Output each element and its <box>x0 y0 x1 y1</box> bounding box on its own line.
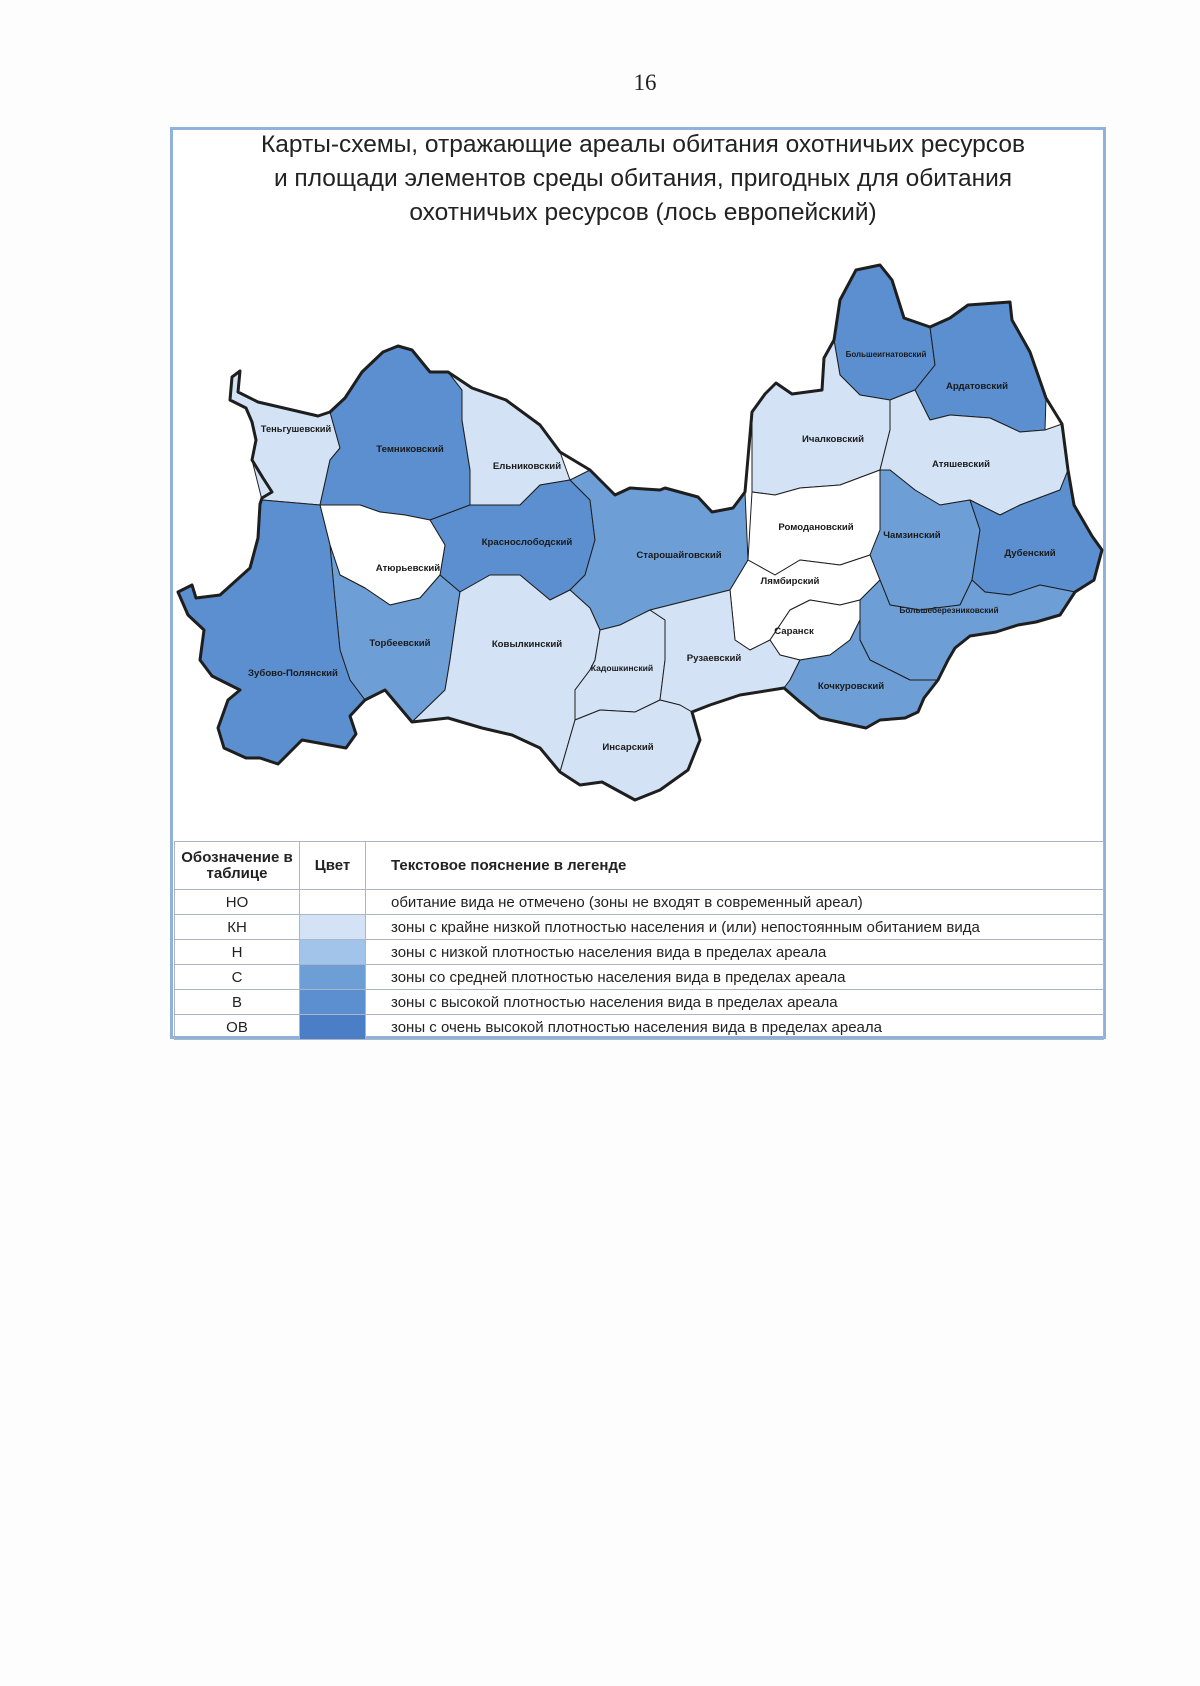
legend-code: В <box>175 990 300 1015</box>
map-title-line: охотничьих ресурсов (лось европейский) <box>409 199 877 226</box>
district-label: Торбеевский <box>369 638 431 649</box>
legend-code: НО <box>175 890 300 915</box>
district-label: Теньгушевский <box>260 424 332 434</box>
legend-color-cell <box>300 915 366 940</box>
page-number: 16 <box>633 70 657 95</box>
district-label: Кадошкинский <box>590 663 654 673</box>
legend-color-cell <box>300 890 366 915</box>
legend-table <box>174 841 1104 1040</box>
district-area <box>230 371 340 505</box>
legend-row <box>175 940 1104 965</box>
district-label: Атяшевский <box>931 459 991 470</box>
legend-swatch <box>300 1015 365 1039</box>
district-label: Ардатовский <box>946 381 1008 392</box>
legend-swatch <box>300 965 365 989</box>
legend-text: зоны с высокой плотностью населения вида в пределах ареала <box>366 990 1104 1015</box>
district-label: Ельниковский <box>492 461 562 472</box>
legend-row <box>175 890 1104 915</box>
district-label: Ромодановский <box>778 522 854 533</box>
legend-header-row <box>175 842 1104 890</box>
legend-text: зоны с крайне низкой плотностью населения и (или) непостоянным обитанием вида <box>366 915 1104 940</box>
district-label: Рузаевский <box>686 653 742 664</box>
legend-row <box>175 965 1104 990</box>
legend-row <box>175 1015 1104 1040</box>
legend-text: зоны с очень высокой плотностью населения вида в пределах ареала <box>366 1015 1104 1040</box>
district-label: Лямбирский <box>760 576 820 587</box>
legend-swatch <box>300 915 365 939</box>
legend-code: КН <box>175 915 300 940</box>
legend-color-cell <box>300 990 366 1015</box>
district-label: Инсарский <box>602 742 654 753</box>
legend-text: зоны со средней плотностью населения вида в пределах ареала <box>366 965 1104 990</box>
district-label: Атюрьевский <box>375 563 441 574</box>
legend-swatch <box>300 940 365 964</box>
legend-swatch <box>300 890 365 914</box>
district-label: Большеберезниковский <box>899 605 999 615</box>
district-label: Ичалковский <box>801 434 865 445</box>
district-label: Краснослободский <box>481 537 573 548</box>
district-label: Чамзинский <box>883 530 941 541</box>
legend-code: Н <box>175 940 300 965</box>
district-label: Дубенский <box>1004 548 1056 559</box>
legend-header-code: Обозначение в таблице <box>175 842 300 890</box>
district-label: Кочкуровский <box>817 681 885 692</box>
district-label: Ковылкинский <box>491 639 563 650</box>
legend-text: зоны с низкой плотностью населения вида в пределах ареала <box>366 940 1104 965</box>
legend-code: С <box>175 965 300 990</box>
legend-code: ОВ <box>175 1015 300 1040</box>
district-area <box>915 302 1046 432</box>
legend-row <box>175 915 1104 940</box>
district-label: Старошайговский <box>636 550 722 561</box>
legend-swatch <box>300 990 365 1014</box>
district-label: Большеигнатовский <box>845 350 927 359</box>
legend-color-cell <box>300 1015 366 1040</box>
legend-row <box>175 990 1104 1015</box>
legend-color-cell <box>300 940 366 965</box>
map-title-line: и площади элементов среды обитания, пригодных для обитания <box>273 165 1013 192</box>
legend-color-cell <box>300 965 366 990</box>
legend-text: обитание вида не отмечено (зоны не входят в современный ареал) <box>366 890 1104 915</box>
district-label: Темниковский <box>376 444 444 455</box>
legend-header-color: Цвет <box>300 842 366 890</box>
map-title-line: Карты-схемы, отражающие ареалы обитания охотничьих ресурсов <box>261 131 1025 158</box>
district-label: Саранск <box>774 626 814 637</box>
district-label: Зубово-Полянский <box>248 668 338 679</box>
legend-header-text: Текстовое пояснение в легенде <box>366 842 1104 890</box>
